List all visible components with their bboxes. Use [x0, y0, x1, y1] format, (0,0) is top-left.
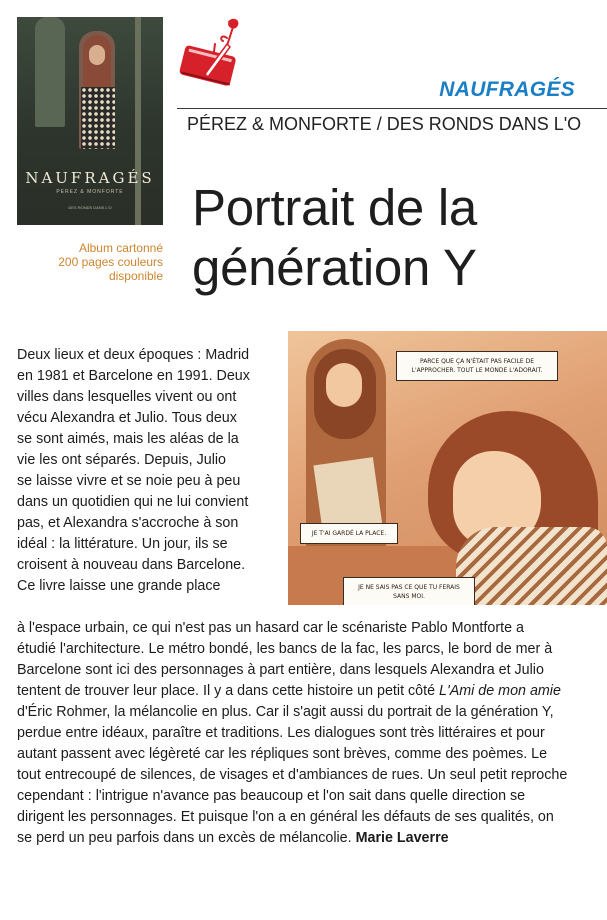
- body-line: vécu Alexandra et Julio. Tous deux: [17, 410, 237, 426]
- book-title-label: NAUFRAGÉS: [439, 78, 575, 101]
- body-text: tentent de trouver leur place. Il y a dans cette histoire un petit côté: [17, 683, 436, 699]
- book-cover: [17, 17, 163, 225]
- cover-title: NAUFRAGÉS: [25, 169, 155, 187]
- authors: PÉREZ & MONFORTE: [187, 114, 372, 134]
- publisher: DES RONDS DANS L'O: [386, 114, 582, 134]
- body-column-wide: [17, 618, 591, 849]
- body-line: en 1981 et Barcelone en 1991. Deux: [17, 368, 250, 384]
- title-line-1: Portrait de la: [192, 179, 477, 236]
- cover-publisher: DES RONDS DANS L'O: [68, 205, 112, 210]
- body-line: perdue entre idéaux, paraître et traditions. Les dialogues sont très littéraires et pour: [17, 725, 545, 741]
- body-column-narrow: [17, 345, 275, 597]
- body-line: tout entrecoupé de silences, de visages et d'ambiances de rues. Un seul petit reproche: [17, 767, 568, 783]
- comic-panel: [288, 331, 607, 605]
- album-availability: disponible: [108, 269, 163, 283]
- body-line: dans un quotidien qui ne lui convient: [17, 494, 249, 510]
- body-line: cependant : l'intrigue n'avance pas beaucoup et l'on sait dans quelle direction se: [17, 788, 526, 804]
- title-line-2: génération Y: [192, 239, 477, 296]
- body-line: dirigent les personnages. Et puisque l'on a en général les défauts de ses qualités, on: [17, 809, 554, 825]
- body-line: [17, 681, 591, 702]
- body-text: se perd un peu parfois dans un excès de mélancolie.: [17, 830, 352, 846]
- body-line: étudié l'architecture. Le métro bondé, les bancs de la fac, les parcs, le bord de mer à: [17, 641, 553, 657]
- body-line: se sont aimés, mais les aléas de la: [17, 431, 239, 447]
- author-publisher-line: [187, 114, 581, 135]
- body-line: pas, et Alexandra s'accroche à son: [17, 515, 239, 531]
- speech-bubble: PARCE QUE ÇA N'ÉTAIT PAS FACILE DE L'APPROCHER. TOUT LE MONDE L'ADORAIT.: [396, 351, 558, 381]
- film-reference: L'Ami de mon amie: [439, 683, 561, 699]
- speech-bubble: JE T'AI GARDÉ LA PLACE.: [300, 523, 398, 544]
- body-line: vie les ont séparés. Depuis, Julio: [17, 452, 227, 468]
- book-pen-logo-icon: [175, 14, 251, 94]
- body-line: autant passent avec légèreté car les répliques sont brèves, comme des poèmes. Le: [17, 746, 548, 762]
- body-last-line: [17, 828, 591, 849]
- header-divider: [177, 108, 607, 109]
- body-line: se laisse vivre et se noie peu à peu: [17, 473, 241, 489]
- body-line: Deux lieux et deux époques : Madrid: [17, 347, 250, 363]
- album-format: Album cartonné: [78, 241, 163, 255]
- body-line: idéal : la littérature. Un jour, ils se: [17, 536, 228, 552]
- body-line: Barcelone sont ici des personnages à part entière, dans lesquels Alexandra et Julio: [17, 662, 544, 678]
- cover-authors: PEREZ & MONFORTE: [56, 189, 124, 195]
- body-line: croisent à nouveau dans Barcelone.: [17, 557, 246, 573]
- author-signature: Marie Laverre: [355, 830, 449, 846]
- album-info: [17, 241, 163, 283]
- speech-bubble: JE NE SAIS PAS CE QUE TU FERAIS SANS MOI.: [343, 577, 475, 605]
- body-line: villes dans lesquelles vivent ou ont: [17, 389, 237, 405]
- separator: /: [371, 114, 387, 134]
- body-line: Ce livre laisse une grande place: [17, 578, 221, 594]
- body-line: d'Éric Rohmer, la mélancolie en plus. Car il s'agit aussi du portrait de la génération Y,: [17, 704, 554, 720]
- article-title: [192, 178, 592, 298]
- body-line: à l'espace urbain, ce qui n'est pas un hasard car le scénariste Pablo Montforte a: [17, 620, 524, 636]
- album-pages: 200 pages couleurs: [58, 255, 163, 269]
